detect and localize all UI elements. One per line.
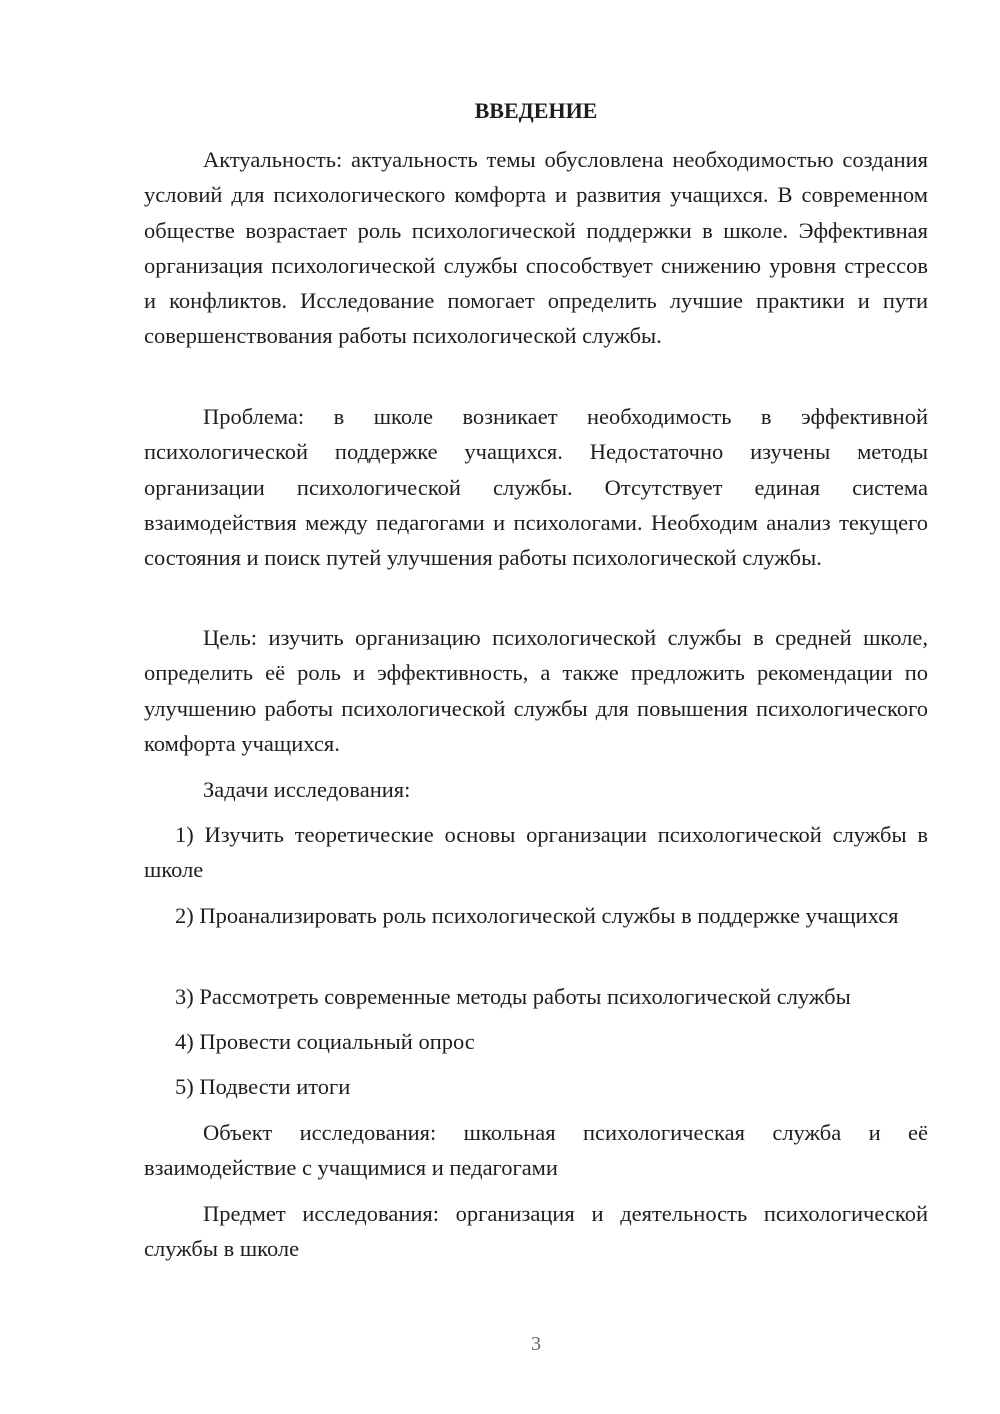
task-item-3: 3) Рассмотреть современные методы работы психологической службы <box>175 984 851 1009</box>
paragraph-subject: Предмет исследования: организация и деятельность психологической службы в школе <box>144 1201 928 1262</box>
paragraph-problem: Проблема: в школе возникает необходимость в эффективной психологической поддержке учащихся. Недостаточно изучены методы организации психологической службы. Отсутствует единая система взаимодействия между педагогами и психологами. Необходим анализ текущего состояния и поиск путей улучшения работы психологической службы. <box>144 404 928 571</box>
paragraph-goal: Цель: изучить организацию психологической службы в средней школе, определить её роль и эффективность, а также предложить рекомендации по улучшению работы психологической службы для повышения психологического комфорта учащихся. <box>144 625 928 756</box>
page-number: 3 <box>531 1333 541 1355</box>
tasks-heading: Задачи исследования: <box>203 777 411 802</box>
paragraph-object: Объект исследования: школьная психологическая служба и её взаимодействие с учащимися и педагогами <box>144 1120 928 1181</box>
task-item-5: 5) Подвести итоги <box>175 1074 351 1099</box>
page-title: ВВЕДЕНИЕ <box>474 98 598 123</box>
task-item-2: 2) Проанализировать роль психологической службы в поддержке учащихся <box>175 903 899 928</box>
task-item-1: 1) Изучить теоретические основы организации психологической службы в школе <box>144 822 928 883</box>
paragraph-relevance: Актуальность: актуальность темы обусловлена необходимостью создания условий для психологического комфорта и развития учащихся. В современном обществе возрастает роль психологической поддержки в школе. Эффективная организация психологической службы способствует снижению уровня стрессов и конфликтов. Исследование помогает определить лучшие практики и пути совершенствования работы психологической службы. <box>144 147 928 349</box>
task-item-4: 4) Провести социальный опрос <box>175 1029 475 1054</box>
